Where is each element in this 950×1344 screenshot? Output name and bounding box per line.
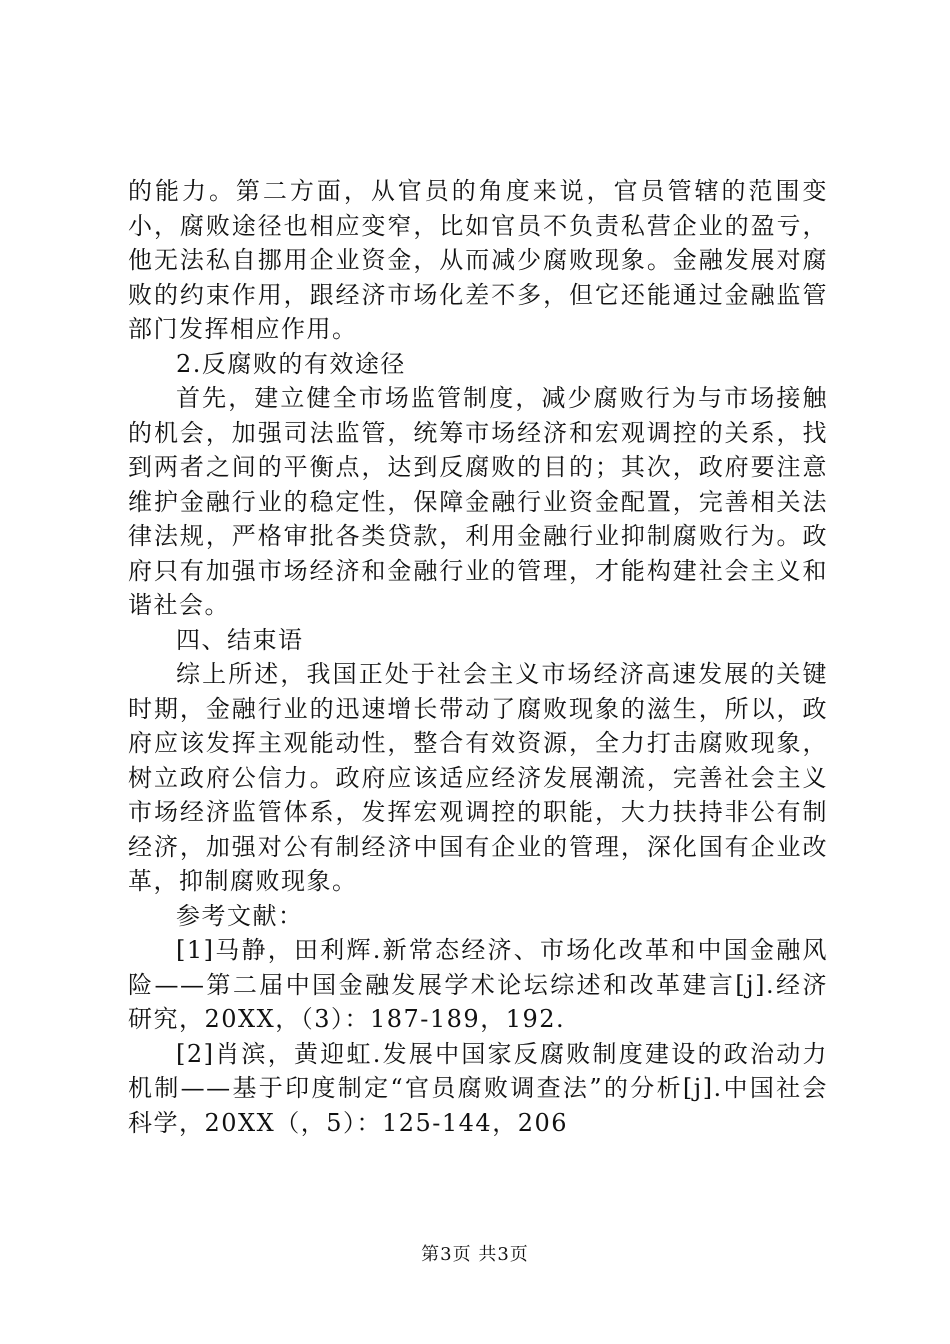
page-number-footer: 第3页 共3页 (421, 1244, 529, 1265)
references-heading: 参考文献： (176, 901, 304, 930)
reference-item-1: [1]马静，田利辉.新常态经济、市场化改革和中国金融风险——第二届中国金融发展学术论坛综述和改革建言[j].经济研究，20XX，（3）：187-189，192. (128, 936, 828, 1033)
paragraph-continuation: 的能力。第二方面，从官员的角度来说，官员管辖的范围变小，腐败途径也相应变窄，比如官员不负责私营企业的盈亏，他无法私自挪用企业资金，从而减少腐败现象。金融发展对腐败的约束作用，跟经济市场化差不多，但它还能通过金融监管部门发挥相应作用。 (128, 177, 828, 343)
paragraph-conclusion: 综上所述，我国正处于社会主义市场经济高速发展的关键时期，金融行业的迅速增长带动了腐败现象的滋生，所以，政府应该发挥主观能动性，整合有效资源，全力打击腐败现象，树立政府公信力。政府应该适应经济发展潮流，完善社会主义市场经济监管体系，发挥宏观调控的职能，大力扶持非公有制经济，加强对公有制经济中国有企业的管理，深化国有企业改革，抑制腐败现象。 (128, 660, 828, 895)
section-heading-conclusion: 四、结束语 (176, 625, 304, 654)
section-heading-anti-corruption-paths: 2.反腐败的有效途径 (176, 349, 406, 378)
paragraph-anti-corruption-measures: 首先，建立健全市场监管制度，减少腐败行为与市场接触的机会，加强司法监管，统筹市场经济和宏观调控的关系，找到两者之间的平衡点，达到反腐败的目的；其次，政府要注意维护金融行业的稳定性，保障金融行业资金配置，完善相关法律法规，严格审批各类贷款，利用金融行业抑制腐败行为。政府只有加强市场经济和金融行业的管理，才能构建社会主义和谐社会。 (128, 384, 828, 619)
document-body (128, 174, 828, 1140)
reference-item-2: [2]肖滨，黄迎虹.发展中国家反腐败制度建设的政治动力机制——基于印度制定“官员腐败调查法”的分析[j].中国社会科学，20XX（，5）：125-144，206 (128, 1039, 828, 1137)
